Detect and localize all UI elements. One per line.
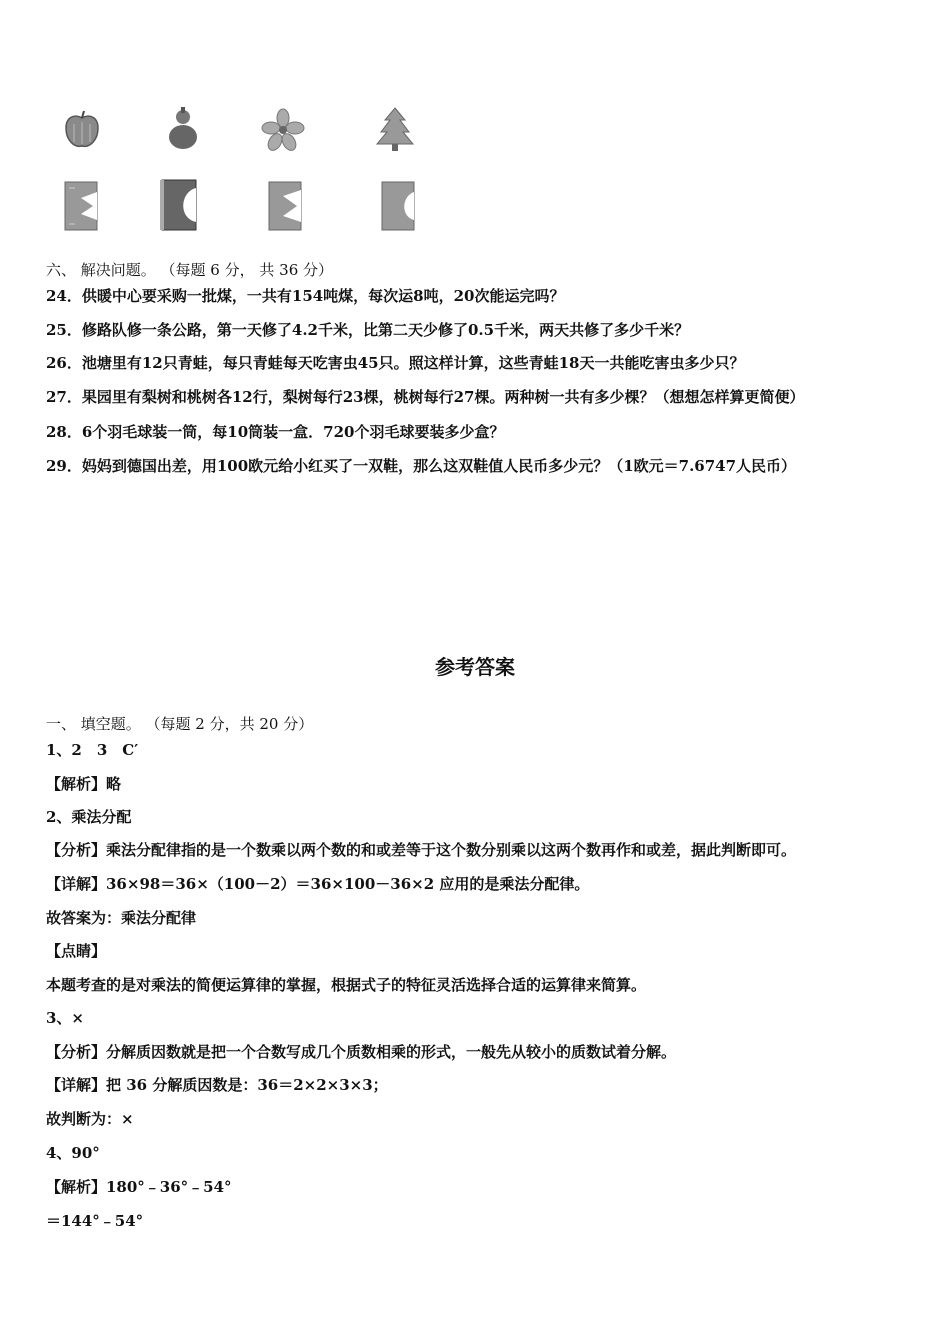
answer-line: 4、90° — [46, 1144, 100, 1162]
question-24: 24．供暖中心要采购一批煤，一共有154吨煤，每次运8吨，20次能运完吗？ — [46, 287, 565, 305]
question-29: 29．妈妈到德国出差，用100欧元给小红买了一双鞋，那么这双鞋值人民币多少元？（1欧元＝7.6747人民币） — [46, 457, 797, 475]
question-28: 28．6个羽毛球装一筒，每10筒装一盒．720个羽毛球要装多少盒？ — [46, 423, 505, 441]
answer-line: ＝144°﹣54° — [46, 1212, 144, 1230]
flower-icon — [261, 108, 305, 152]
answer-line: 故判断为：× — [46, 1110, 134, 1128]
cutout-c-icon — [160, 178, 200, 232]
answer-line: 【详解】把 36 分解质因数是：36＝2×2×3×3； — [46, 1076, 388, 1094]
section-six-heading: 六、 解决问题。 （每题 6 分， 共 36 分） — [46, 261, 334, 279]
answer-line: 【详解】36×98＝36×（100－2）＝36×100－36×2 应用的是乘法分配律。 — [46, 875, 590, 893]
question-25: 25．修路队修一条公路，第一天修了4.2千米，比第二天少修了0.5千米，两天共修了多少千米？ — [46, 321, 690, 339]
question-26: 26．池塘里有12只青蛙，每只青蛙每天吃害虫45只。照这样计算，这些青蛙18天一共能吃害虫多少只？ — [46, 354, 745, 372]
shape-figures — [55, 100, 435, 240]
answer-line: 【分析】分解质因数就是把一个合数写成几个质数相乘的形式，一般先从较小的质数试着分解。 — [46, 1043, 677, 1061]
cutout-e2-icon — [267, 180, 303, 232]
tree-icon — [373, 106, 417, 152]
answer-line: 故答案为：乘法分配律 — [46, 909, 197, 927]
answer-line: 1、2 3 C′ — [46, 741, 139, 759]
answer-line: 【分析】乘法分配律指的是一个数乘以两个数的和或差等于这个数分别乘以这两个数再作和或差，据此判断即可。 — [46, 841, 797, 859]
gourd-icon — [163, 105, 203, 153]
answer-section-heading: 一、 填空题。 （每题 2 分，共 20 分） — [46, 715, 314, 733]
apple-icon — [60, 108, 104, 152]
answer-line: 3、× — [46, 1009, 85, 1027]
answer-line: 2、乘法分配 — [46, 808, 132, 826]
answers-title: 参考答案 — [435, 655, 515, 679]
cutout-c2-icon — [380, 180, 416, 232]
answer-line: 【解析】略 — [46, 775, 122, 793]
cutout-e-icon — [63, 180, 99, 232]
answer-line: 本题考查的是对乘法的简便运算律的掌握，根据式子的特征灵活选择合适的运算律来简算。 — [46, 976, 647, 994]
answer-line: 【解析】180°﹣36°﹣54° — [46, 1178, 232, 1196]
answer-line: 【点睛】 — [46, 942, 107, 960]
question-27: 27．果园里有梨树和桃树各12行，梨树每行23棵，桃树每行27棵。两种树一共有多少棵？（想想怎样算更简便） — [46, 388, 805, 406]
